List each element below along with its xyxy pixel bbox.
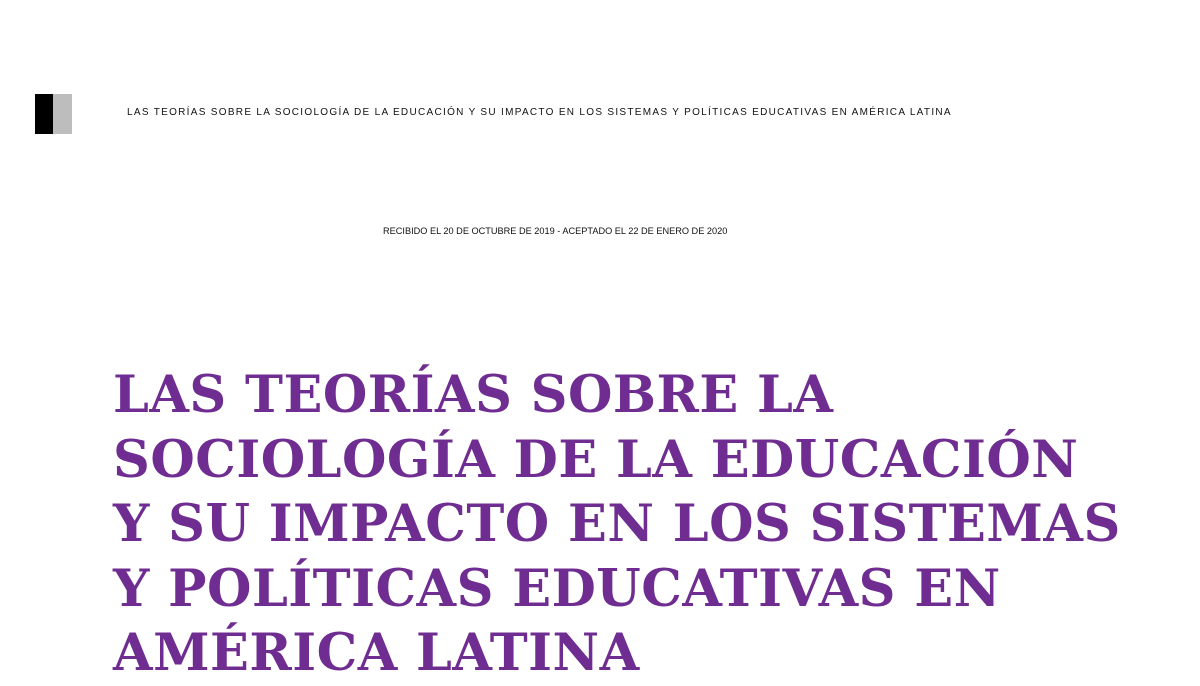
article-title-line: LAS TEORÍAS SOBRE LA [113, 365, 834, 425]
running-header: LAS TEORÍAS SOBRE LA SOCIOLOGÍA DE LA EDUCACIÓN Y SU IMPACTO EN LOS SISTEMAS Y POLÍTICAS EDUCATIVAS EN AMÉRICA LATINA [127, 107, 952, 118]
section-marker-dark-block [35, 94, 53, 134]
article-title-line: Y SU IMPACTO EN LOS SISTEMAS [113, 494, 1121, 554]
article-title-line: SOCIOLOGÍA DE LA EDUCACIÓN [113, 429, 1079, 490]
article-title-line: Y POLÍTICAS EDUCATIVAS EN [113, 558, 1001, 619]
received-accepted-dates: RECIBIDO EL 20 DE OCTUBRE DE 2019 - ACEPTADO EL 22 DE ENERO DE 2020 [383, 226, 728, 236]
section-marker-grey-block [53, 94, 72, 134]
section-marker [35, 94, 72, 134]
article-title [113, 363, 1121, 686]
article-title-line: AMÉRICA LATINA [113, 623, 640, 683]
